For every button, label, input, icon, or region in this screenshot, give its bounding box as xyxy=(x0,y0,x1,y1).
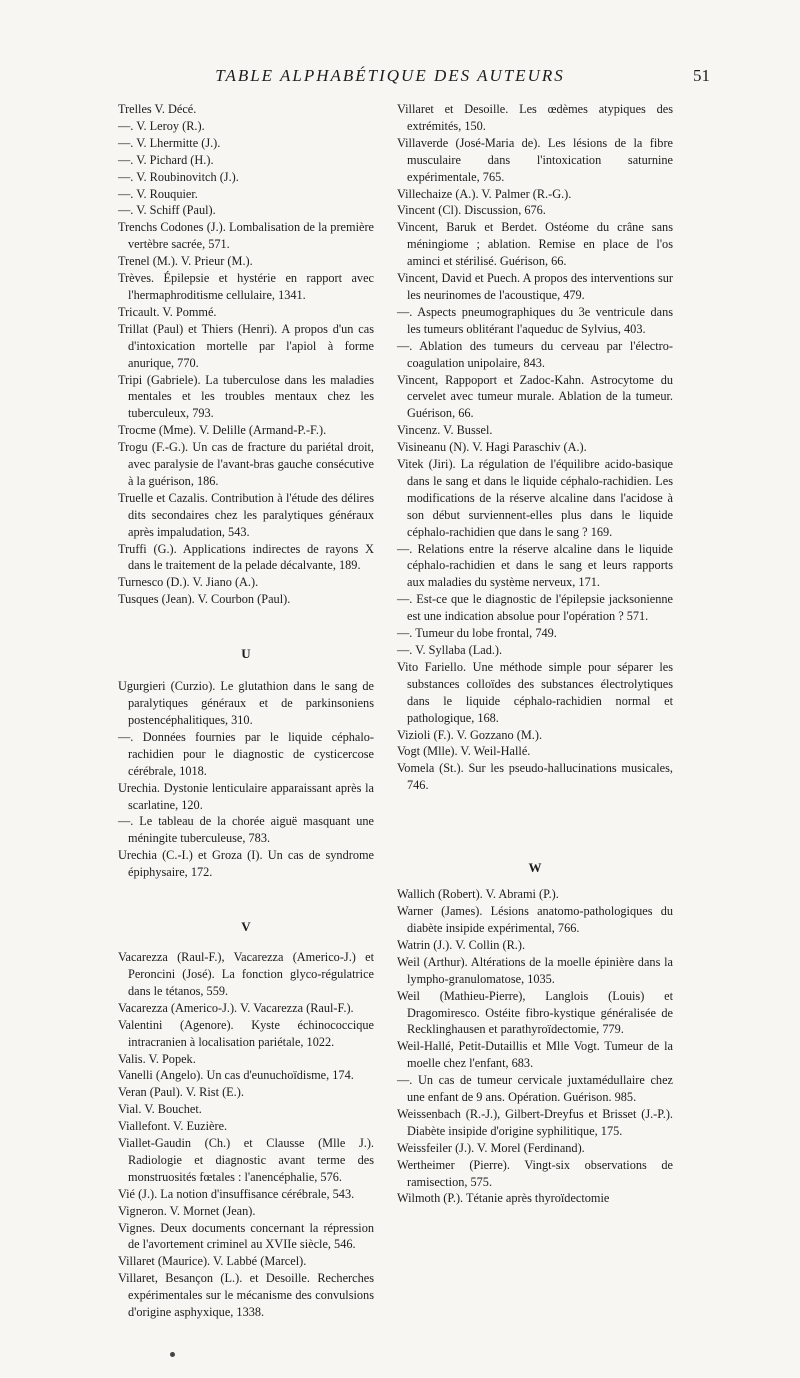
page-title: TABLE ALPHABÉTIQUE DES AUTEURS xyxy=(215,66,565,85)
index-entry: Wilmoth (P.). Tétanie après thyroïdectomie xyxy=(397,1191,610,1206)
index-entry: Turnesco (D.). V. Jiano (A.). xyxy=(118,575,259,590)
index-entry: Trogu (F.-G.). Un cas de fracture du pariétal droit, avec paralysie de l'avant-bras gauche consécutive à la guérison, 186. xyxy=(118,440,374,488)
section-heading-v: V xyxy=(241,919,251,935)
section-heading-u: U xyxy=(241,646,251,662)
index-entry: —. Le tableau de la chorée aiguë masquant une méningite tuberculeuse, 783. xyxy=(118,814,374,846)
index-entry: —. Tumeur du lobe frontal, 749. xyxy=(397,626,557,641)
index-entry: —. Relations entre la réserve alcaline dans le liquide céphalo-rachidien et dans le sang et leurs rapports aux maladies du système nerveux, 171. xyxy=(397,541,673,590)
index-entry: Weil (Arthur). Altérations de la moelle épinière dans la lympho-granulomatose, 1035. xyxy=(397,954,673,986)
index-entry: Weissfeiler (J.). V. Morel (Ferdinand). xyxy=(397,1140,585,1155)
index-entry: Villechaize (A.). V. Palmer (R.-G.). xyxy=(397,186,572,201)
index-entry: Tusques (Jean). V. Courbon (Paul). xyxy=(118,592,291,607)
index-entry: Urechia (C.-I.) et Groza (I). Un cas de syndrome épiphysaire, 172. xyxy=(118,848,374,880)
index-entry: —. V. Syllaba (Lad.). xyxy=(397,643,503,657)
index-entry: Vito Fariello. Une méthode simple pour séparer les substances colloïdes des substances électrolytiques dans le liquide céphalo-rachidien normal et pathologique, 168. xyxy=(397,659,673,725)
index-entry: Vincent, Baruk et Berdet. Ostéome du crâne sans méningiome ; ablation. Remise en place de l'os aminci et stérilisé. Guérison, 66. xyxy=(397,220,673,269)
index-entry: Vial. V. Bouchet. xyxy=(118,1102,202,1117)
section-u xyxy=(118,678,374,881)
index-entry: Trocme (Mme). V. Delille (Armand-P.-F.). xyxy=(118,423,327,438)
index-entry: Villaret et Desoille. Les œdèmes atypiques des extrémités, 150. xyxy=(397,102,673,133)
index-entry: Vincent (Cl). Discussion, 676. xyxy=(397,203,546,218)
index-entry: Wertheimer (Pierre). Vingt-six observations de ramisection, 575. xyxy=(397,1157,673,1189)
index-entry: Trèves. Épilepsie et hystérie en rapport avec l'hermaphroditisme cellulaire, 1341. xyxy=(118,271,374,302)
right-column xyxy=(397,101,673,1207)
index-entry: Vanelli (Angelo). Un cas d'eunuchoïdisme, 174. xyxy=(118,1068,354,1083)
index-entry: —. Ablation des tumeurs du cerveau par l'électro-coagulation unipolaire, 843. xyxy=(397,338,673,370)
index-entry: —. V. Roubinovitch (J.). xyxy=(118,169,239,184)
section-heading-w: W xyxy=(528,860,542,876)
index-entry: Tricault. V. Pommé. xyxy=(118,304,217,319)
index-entry: Vincent, Rappoport et Zadoc-Kahn. Astrocytome du cervelet avec tumeur murale. Ablation de la tumeur. Guérison, 66. xyxy=(397,372,673,421)
index-entry: Vacarezza (Americo-J.). V. Vacarezza (Raul-F.). xyxy=(118,1000,354,1015)
index-entry: Vié (J.). La notion d'insuffisance cérébrale, 543. xyxy=(118,1186,355,1201)
index-entry: Weil-Hallé, Petit-Dutaillis et Mlle Vogt. Tumeur de la moelle chez l'enfant, 683. xyxy=(397,1039,673,1071)
page-number: 51 xyxy=(693,66,710,85)
index-entry: Viallefont. V. Euzière. xyxy=(118,1119,228,1134)
index-entry: Vincenz. V. Bussel. xyxy=(397,423,493,438)
index-entry: —. V. Pichard (H.). xyxy=(118,152,214,167)
index-entry: Vacarezza (Raul-F.), Vacarezza (Americo-J.) et Peroncini (José). La fonction glyco-régulatrice dans le tétanos, 559. xyxy=(118,950,374,998)
index-entry: —. Un cas de tumeur cervicale juxtamédullaire chez une enfant de 9 ans. Opération. Guérison. 985. xyxy=(397,1073,673,1105)
index-entry: Weissenbach (R.-J.), Gilbert-Dreyfus et Brisset (J.-P.). Diabète insipide d'origine syphilitique, 175. xyxy=(397,1106,673,1138)
ink-speck xyxy=(170,1352,175,1357)
index-entry: Visineanu (N). V. Hagi Paraschiv (A.). xyxy=(397,440,587,455)
section-v-continued xyxy=(397,101,673,794)
index-entry: —. V. Leroy (R.). xyxy=(118,118,205,133)
index-entry: Weil (Mathieu-Pierre), Langlois (Louis) et Dragomiresco. Ostéite fibro-kystique généralisée de Recklinghausen et parathyroïdectomie, 779. xyxy=(397,988,673,1037)
index-entry: Watrin (J.). V. Collin (R.). xyxy=(397,937,526,952)
index-entry: Vizioli (F.). V. Gozzano (M.). xyxy=(397,727,543,742)
section-v xyxy=(118,949,374,1321)
index-entry: Vignes. Deux documents concernant la répression de l'avortement criminel au XVIIe siècle, 546. xyxy=(118,1220,374,1252)
index-entry: —. Est-ce que le diagnostic de l'épilepsie jacksonienne est une indication absolue pour l'opération ? 571. xyxy=(397,592,673,624)
index-entry: —. V. Schiff (Paul). xyxy=(118,203,216,218)
left-column xyxy=(118,101,374,1321)
index-entry: Ugurgieri (Curzio). Le glutathion dans le sang de paralytiques généraux et de parkinsoniens postencéphalitiques, 310. xyxy=(118,679,374,727)
index-entry: Trenel (M.). V. Prieur (M.). xyxy=(118,254,253,269)
index-entry: Vincent, David et Puech. A propos des interventions sur les neurinomes de l'acoustique, 479. xyxy=(397,271,673,302)
index-entry: Viallet-Gaudin (Ch.) et Clausse (Mlle J.). Radiologie et diagnostic avant terme des monstruosités fœtales : l'anencéphalie, 576. xyxy=(118,1136,374,1184)
index-entry: Truffi (G.). Applications indirectes de rayons X dans le traitement de la pelade décalvante, 189. xyxy=(118,541,374,573)
index-entry: Vigneron. V. Mornet (Jean). xyxy=(118,1203,256,1218)
section-t xyxy=(118,101,374,608)
index-entry: Veran (Paul). V. Rist (E.). xyxy=(118,1085,244,1100)
index-entry: —. Aspects pneumographiques du 3e ventricule dans les tumeurs oblitérant l'aqueduc de Sylvius, 403. xyxy=(397,304,673,336)
index-entry: —. V. Lhermitte (J.). xyxy=(118,135,221,150)
index-entry: Urechia. Dystonie lenticulaire apparaissant après la scarlatine, 120. xyxy=(118,780,374,812)
index-entry: Truelle et Cazalis. Contribution à l'étude des délires dits secondaires chez les paralytiques généraux après impaludation, 543. xyxy=(118,490,374,539)
index-entry: —. Données fournies par le liquide céphalo-rachidien pour le diagnostic de cysticercose cérébrale, 1018. xyxy=(118,729,374,778)
section-w xyxy=(397,886,673,1207)
index-entry: Wallich (Robert). V. Abrami (P.). xyxy=(397,887,559,902)
index-entry: Vomela (St.). Sur les pseudo-hallucinations musicales, 746. xyxy=(397,761,673,793)
index-entry: Valis. V. Popek. xyxy=(118,1051,196,1066)
index-entry: Valentini (Agenore). Kyste échinococcique intracranien à localisation pariétale, 1022. xyxy=(118,1017,374,1049)
index-entry: —. V. Rouquier. xyxy=(118,186,198,201)
index-entry: Trenchs Codones (J.). Lombalisation de la première vertèbre sacrée, 571. xyxy=(118,220,374,252)
index-entry: Villaret (Maurice). V. Labbé (Marcel). xyxy=(118,1254,307,1269)
index-entry: Warner (James). Lésions anatomo-pathologiques du diabète insipide expérimental, 766. xyxy=(397,904,673,935)
index-entry: Trillat (Paul) et Thiers (Henri). A propos d'un cas d'intoxication mortelle par l'apiol à forme anurique, 770. xyxy=(118,321,374,370)
index-entry: Villaret, Besançon (L.). et Desoille. Recherches expérimentales sur le mécanisme des convulsions d'origine asphyxique, 1338. xyxy=(118,1271,374,1320)
index-entry: Vitek (Jiri). La régulation de l'équilibre acido-basique dans le sang et dans le liquide céphalo-rachidien. Les modifications de la réserve alcaline dans l'acidose à son début surviennent-elles plus dans le liquide céphalo-rachidien que dans le sang ? 169. xyxy=(397,457,673,539)
index-entry: Tripi (Gabriele). La tuberculose dans les maladies mentales et les troubles mentaux chez les tuberculeux, 793. xyxy=(118,372,374,421)
index-entry: Vogt (Mlle). V. Weil-Hallé. xyxy=(397,744,531,759)
running-header xyxy=(0,66,800,90)
index-entry: Villaverde (José-Maria de). Les lésions de la fibre musculaire dans l'intoxication saturnine expérimentale, 765. xyxy=(397,135,673,184)
index-entry: Trelles V. Décé. xyxy=(118,102,197,116)
